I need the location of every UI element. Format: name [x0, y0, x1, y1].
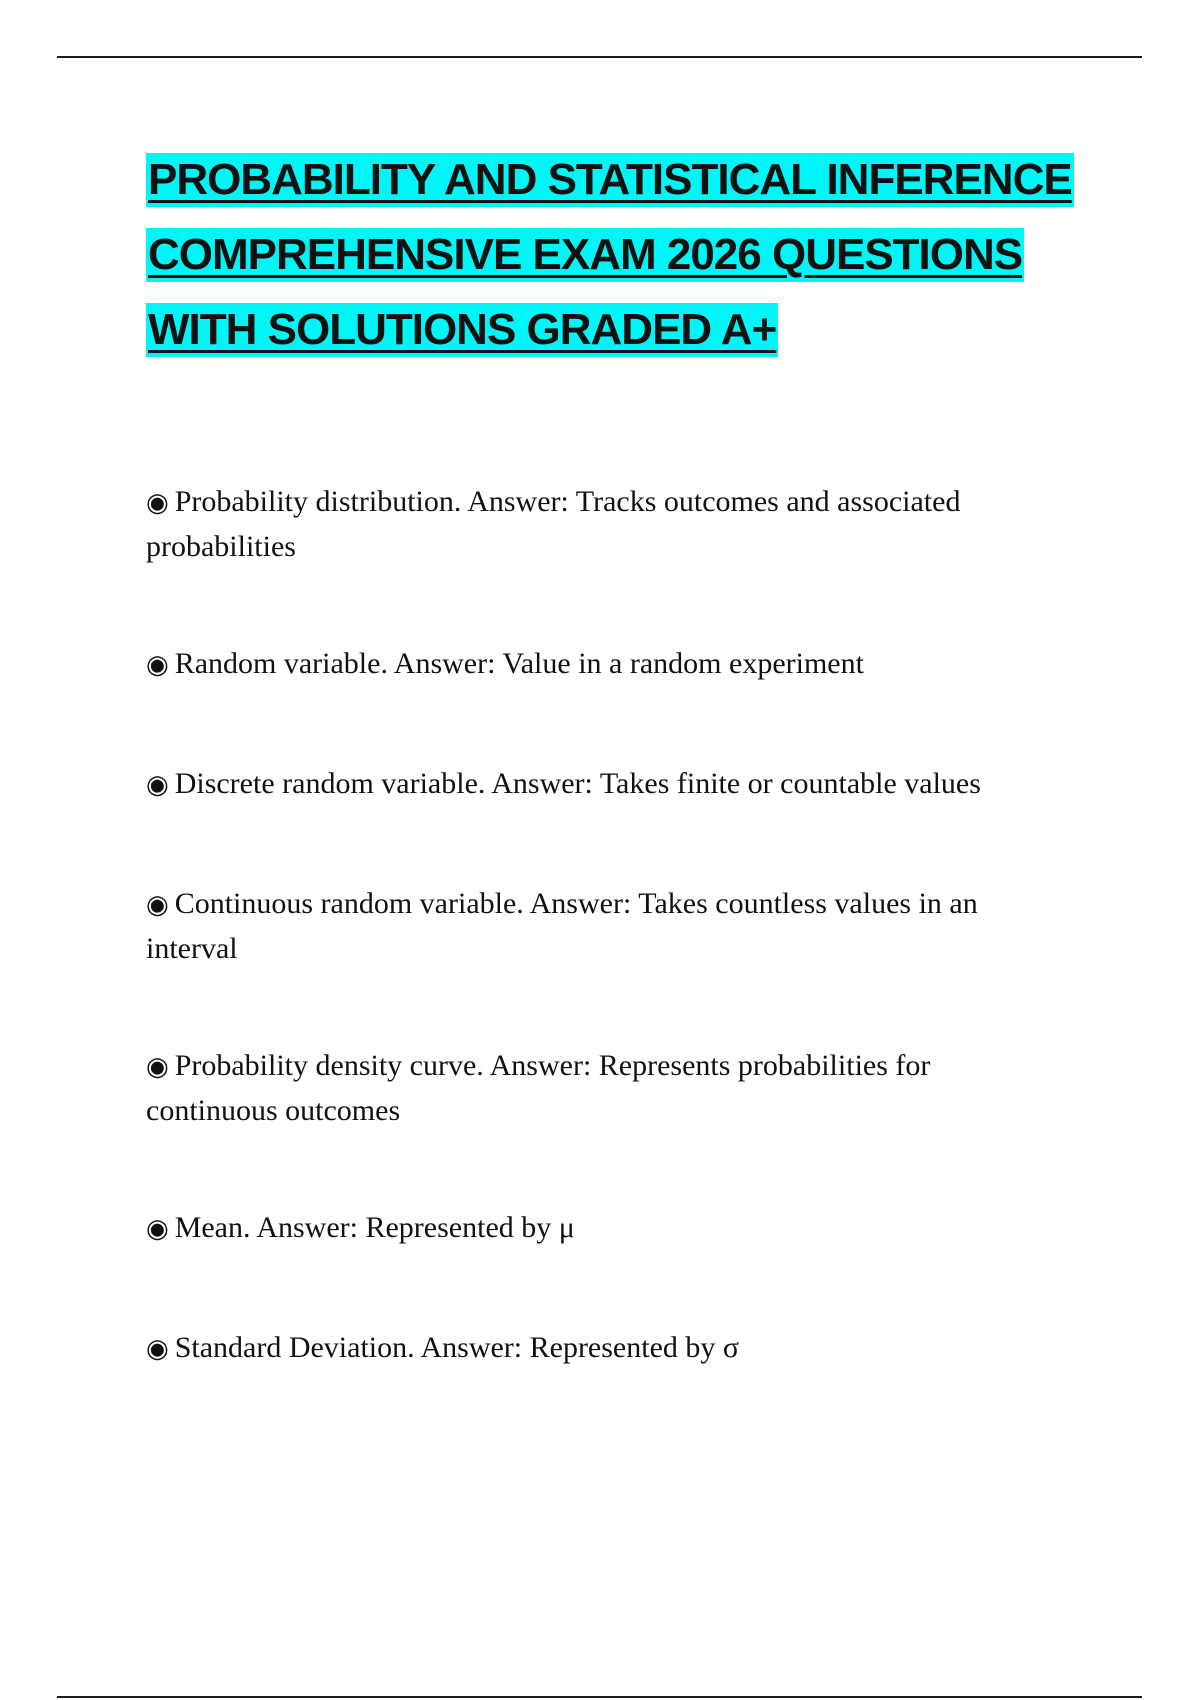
qa-item-probability-density-curve — [146, 1044, 1066, 1133]
qa-item-mean — [146, 1206, 1066, 1251]
qa-item-probability-distribution — [146, 480, 1066, 569]
title-line-1: PROBABILITY AND STATISTICAL INFERENCE — [146, 153, 1074, 207]
radio-bullet-icon: ◉ — [146, 1214, 169, 1244]
title-line-2: COMPREHENSIVE EXAM 2026 QUESTIONS — [146, 228, 1024, 282]
qa-item-text: Probability distribution. Answer: Tracks outcomes and associated probabilities — [146, 485, 961, 563]
qa-item-text: Probability density curve. Answer: Represents probabilities for continuous outcomes — [146, 1049, 931, 1127]
qa-item-text: Discrete random variable. Answer: Takes finite or countable values — [174, 767, 981, 800]
qa-item-random-variable — [146, 642, 1066, 687]
qa-item-text: Standard Deviation. Answer: Represented by σ — [174, 1331, 740, 1364]
document-title — [146, 146, 1072, 371]
qa-item-text: Random variable. Answer: Value in a random experiment — [174, 647, 864, 680]
radio-bullet-icon: ◉ — [146, 650, 169, 680]
qa-item-text: Mean. Answer: Represented by μ — [174, 1211, 575, 1244]
top-rule — [57, 56, 1142, 58]
bottom-rule — [57, 1696, 1142, 1698]
radio-bullet-icon: ◉ — [146, 890, 169, 920]
radio-bullet-icon: ◉ — [146, 1334, 169, 1364]
qa-item-continuous-random-variable — [146, 882, 1066, 971]
qa-item-standard-deviation — [146, 1326, 1066, 1371]
radio-bullet-icon: ◉ — [146, 770, 169, 800]
qa-item-text: Continuous random variable. Answer: Takes countless values in an interval — [146, 887, 978, 965]
radio-bullet-icon: ◉ — [146, 488, 169, 518]
qa-item-discrete-random-variable — [146, 762, 1066, 807]
title-line-3: WITH SOLUTIONS GRADED A+ — [146, 303, 778, 357]
radio-bullet-icon: ◉ — [146, 1052, 169, 1082]
